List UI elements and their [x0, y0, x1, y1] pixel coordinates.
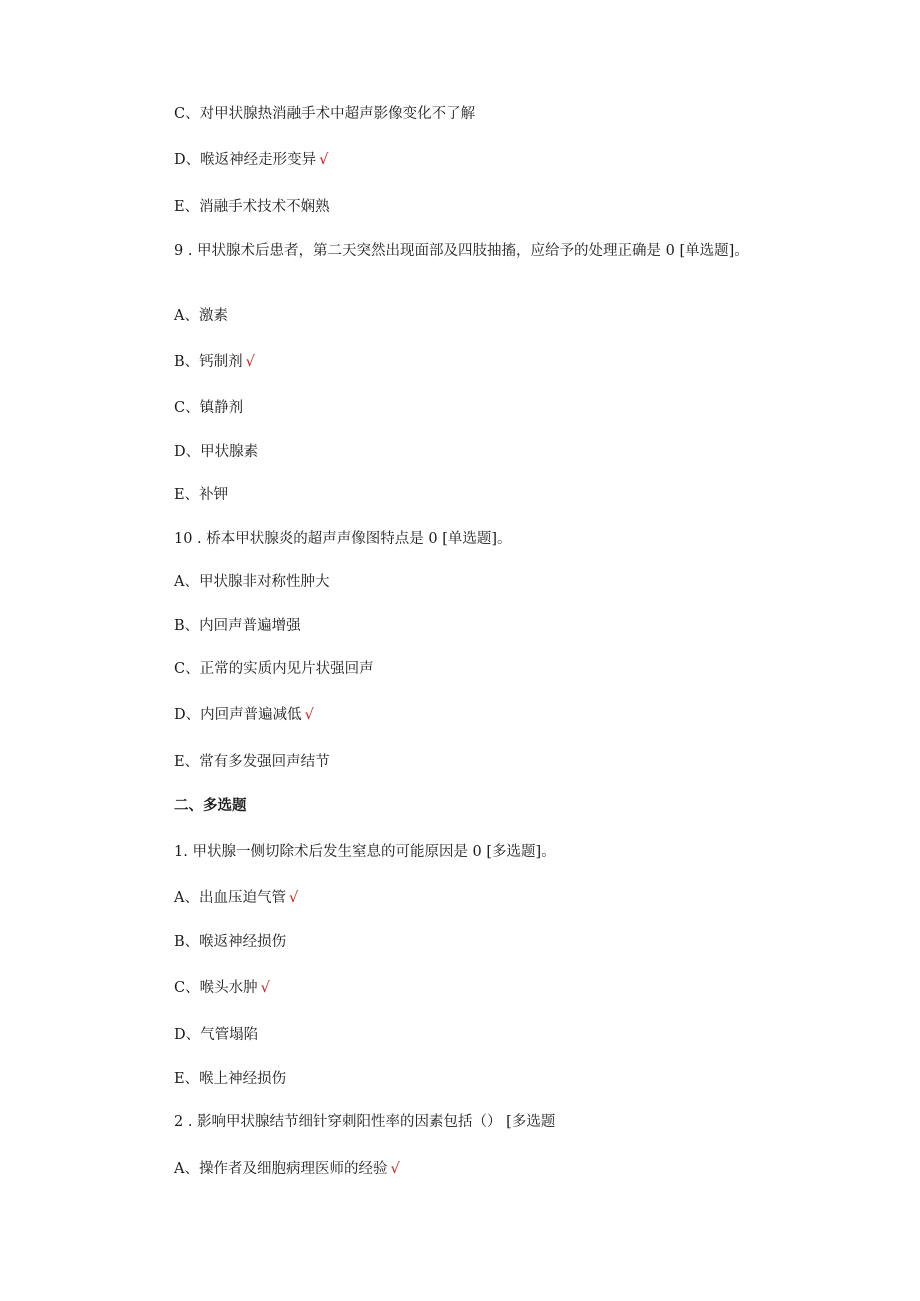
checkmark-icon: √ [288, 890, 299, 906]
option-line: E、消融手术技术不娴熟 [174, 199, 330, 215]
checkmark-icon: √ [304, 707, 314, 723]
section-heading: 二、多选题 [174, 798, 247, 814]
option-line: C、镇静剂 [174, 400, 244, 416]
option-line: B、喉返神经损伤 [174, 934, 287, 950]
option-line: B、内回声普遍增强 [174, 618, 301, 634]
question-text: 2 . 影响甲状腺结节细针穿刺阳性率的因素包括（） [多选题 [174, 1114, 556, 1130]
option-line: D、内回声普遍减低 √ [174, 707, 314, 723]
question-text: 9 . 甲状腺术后患者，第二天突然出现面部及四肢抽搐，应给予的处理正确是 0 [单选题]。 [174, 243, 749, 259]
question-text: 1. 甲状腺一侧切除术后发生窒息的可能原因是 0 [多选题]。 [174, 844, 556, 860]
option-line: A、操作者及细胞病理医师的经验 √ [174, 1161, 400, 1177]
option-line: D、喉返神经走形变异 √ [174, 152, 329, 168]
checkmark-icon: √ [260, 980, 270, 996]
option-line: C、正常的实质内见片状强回声 [174, 661, 374, 677]
option-line: E、常有多发强回声结节 [174, 754, 330, 770]
option-line: A、激素 [174, 308, 228, 324]
option-line: C、对甲状腺热消融手术中超声影像变化不了解 [174, 106, 476, 122]
option-line: A、出血压迫气管 √ [174, 890, 299, 906]
checkmark-icon: √ [245, 354, 255, 370]
option-line: C、喉头水肿 √ [174, 980, 270, 996]
question-text: 10 . 桥本甲状腺炎的超声声像图特点是 0 [单选题]。 [174, 531, 512, 547]
option-line: E、补钾 [174, 487, 229, 503]
option-line: A、甲状腺非对称性肿大 [174, 574, 330, 590]
option-line: E、喉上神经损伤 [174, 1071, 287, 1087]
option-line: D、气管塌陷 [174, 1027, 259, 1043]
option-line: D、甲状腺素 [174, 444, 259, 460]
checkmark-icon: √ [390, 1161, 400, 1177]
option-line: B、钙制剂 √ [174, 354, 255, 370]
checkmark-icon: √ [319, 152, 329, 168]
